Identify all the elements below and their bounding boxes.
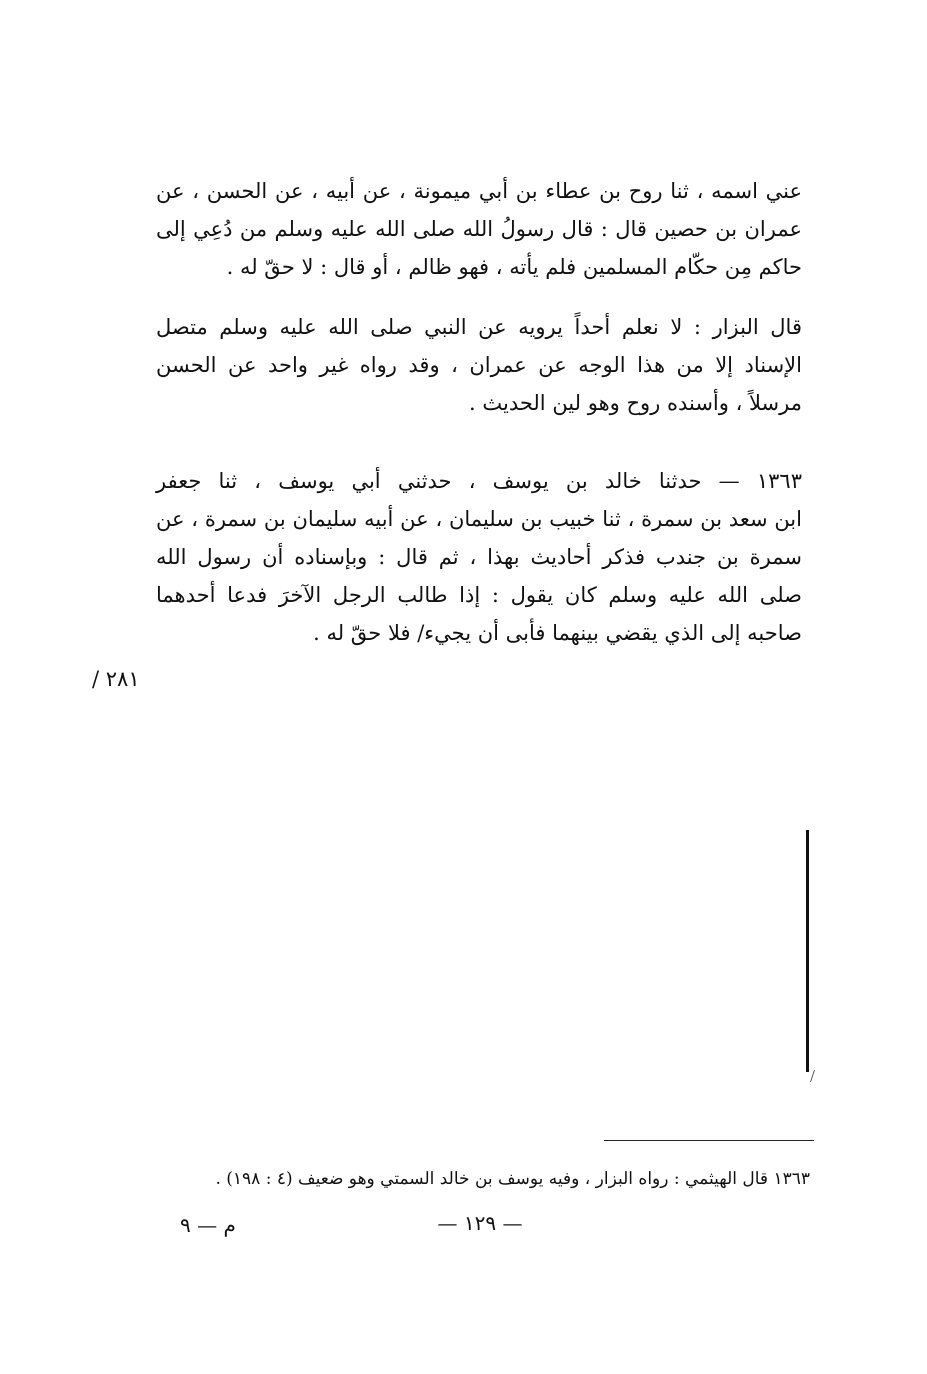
text-line: حاكم مِن حكّام المسلمين فلم يأته ، فهو ظالم ، أو قال : لا حقّ له . bbox=[226, 255, 802, 279]
page-number: — ١٢٩ — bbox=[437, 1211, 523, 1235]
text-line: مرسلاً ، وأسنده روح وهو لين الحديث . bbox=[469, 391, 802, 415]
paragraph-bazzar-comment bbox=[156, 308, 802, 422]
vertical-margin-line bbox=[806, 830, 809, 1072]
text-line: الإسناد إلا من هذا الوجه عن عمران ، وقد رواه غير واحد عن الحسن bbox=[156, 353, 802, 377]
text-line: صلى الله عليه وسلم كان يقول : إذا طالب الرجل الآخرَ فدعا أحدهما bbox=[156, 583, 802, 607]
text-line: عمران بن حصين قال : قال رسولُ الله صلى الله عليه وسلم من دُعِي إلى bbox=[156, 217, 802, 241]
text-line: صاحبه إلى الذي يقضي بينهما فأبى أن يجيء/ فلا حقّ له . bbox=[313, 621, 802, 645]
text-line: سمرة بن جندب فذكر أحاديث بهذا ، ثم قال : وبإسناده أن رسول الله bbox=[156, 545, 802, 569]
footnote-separator bbox=[604, 1140, 814, 1141]
text-line: عني اسمه ، ثنا روح بن عطاء بن أبي ميمونة ، عن أبيه ، عن الحسن ، عن bbox=[156, 179, 802, 203]
paragraph-hadith-1363 bbox=[156, 462, 802, 652]
footnote: ١٣٦٣ قال الهيثمي : رواه البزار ، وفيه يوسف بن خالد السمتي وهو ضعيف (٤ : ١٩٨) . bbox=[215, 1169, 810, 1189]
text-line: ابن سعد بن سمرة ، ثنا خبيب بن سليمان ، عن أبيه سليمان بن سمرة ، عن bbox=[156, 507, 802, 531]
printer-signature-mark: م — ٩ bbox=[180, 1213, 236, 1237]
paragraph-hadith-continuation bbox=[156, 172, 802, 286]
text-line: قال البزار : لا نعلم أحداً يرويه عن النبي صلى الله عليه وسلم متصل bbox=[156, 315, 802, 339]
manuscript-folio-marker: ٢٨١ / bbox=[92, 667, 140, 691]
text-line: ١٣٦٣ — حدثنا خالد بن يوسف ، حدثني أبي يوسف ، ثنا جعفر bbox=[156, 469, 802, 493]
